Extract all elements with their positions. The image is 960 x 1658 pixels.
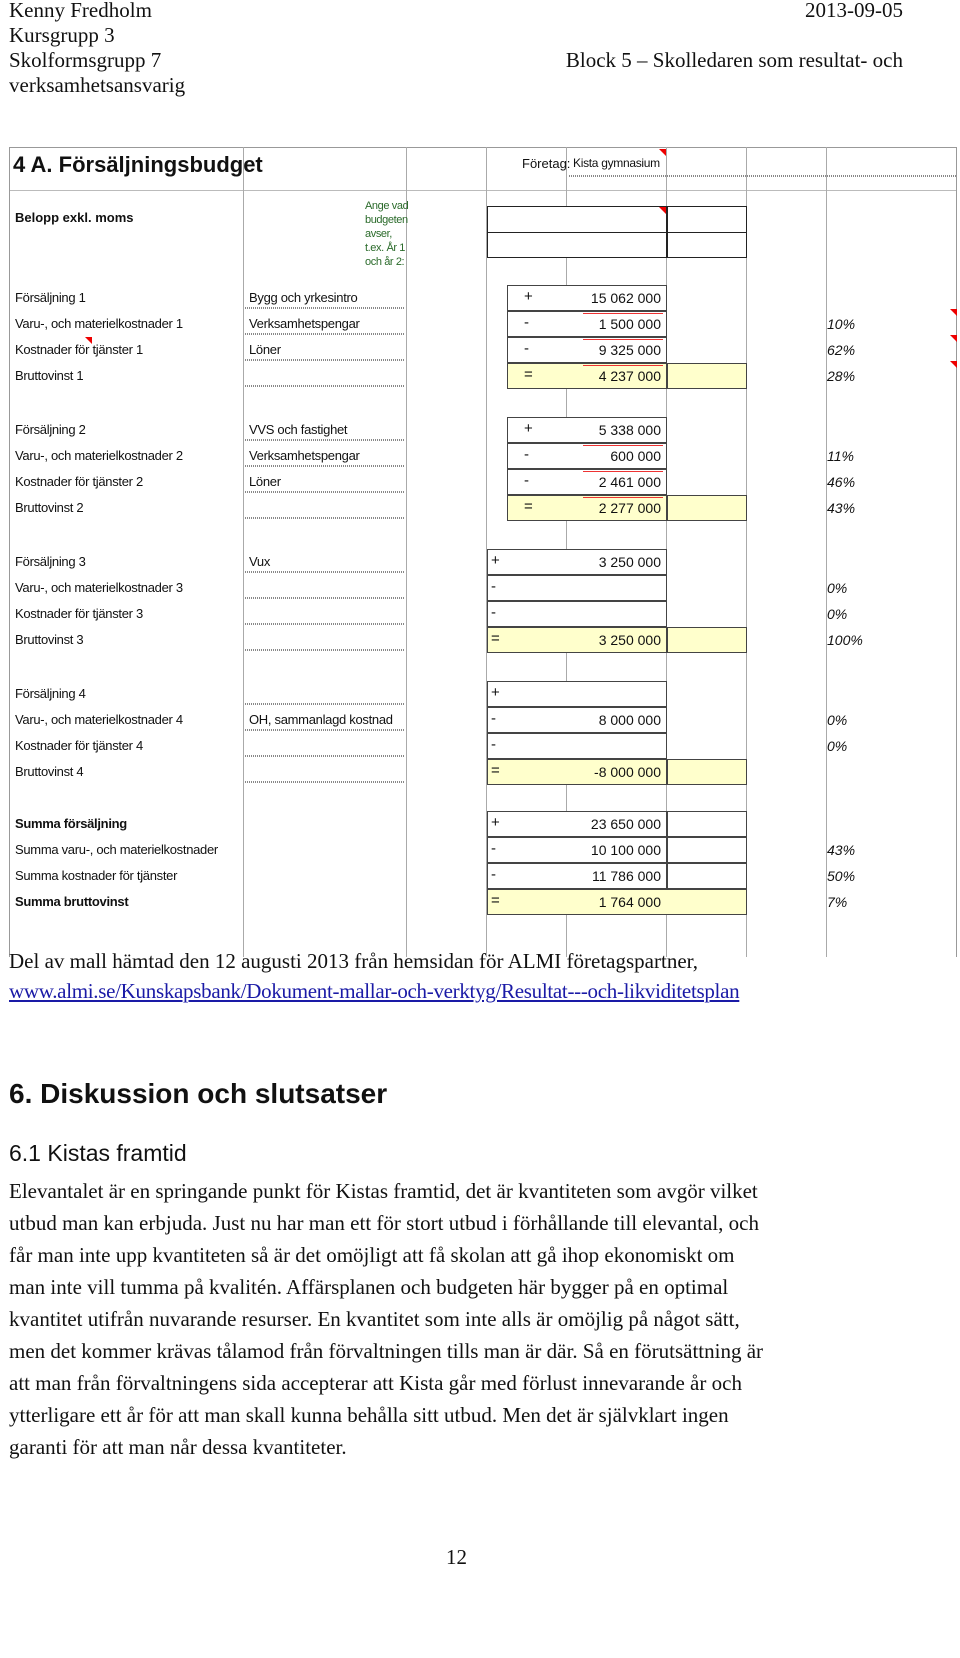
- row-percent: 10%: [827, 316, 856, 332]
- row-operator: =: [491, 630, 500, 647]
- cell-accent-line: [583, 497, 663, 498]
- source-link[interactable]: www.almi.se/Kunskapsbank/Dokument-mallar-och-verktyg/Resultat---och-likviditetsplan: [9, 979, 740, 1003]
- description-underline: [245, 385, 405, 387]
- row-label: Försäljning 3: [15, 554, 86, 569]
- row-description[interactable]: Löner: [249, 474, 281, 489]
- cell-accent-line: [583, 339, 663, 340]
- row-percent: 46%: [827, 474, 856, 490]
- description-underline: [245, 465, 405, 467]
- paragraph-line: men det kommer krävas tålamod från förvaltningen tills man är där. Så en förutsättning är: [9, 1339, 764, 1363]
- company-field-underline: [569, 175, 957, 177]
- cell-accent-line: [583, 313, 663, 314]
- description-underline: [245, 729, 405, 731]
- row-value-box-ext: [667, 863, 747, 889]
- row-operator: -: [491, 840, 496, 857]
- cell-accent-line: [583, 365, 663, 366]
- header-role: verksamhetsansvarig: [9, 73, 186, 97]
- row-percent: 0%: [827, 580, 848, 596]
- row-label: Summa varu-, och materielkostnader: [15, 842, 218, 857]
- row-label: Bruttovinst 4: [15, 764, 84, 779]
- row-value: -8 000 000: [594, 764, 661, 780]
- cell-accent-line: [583, 471, 663, 472]
- row-value: 600 000: [610, 448, 661, 464]
- row-label: Försäljning 1: [15, 290, 86, 305]
- row-label: Kostnader för tjänster 4: [15, 738, 143, 753]
- row-operator: -: [491, 736, 496, 753]
- row-operator: -: [491, 866, 496, 883]
- row-operator: +: [524, 420, 533, 437]
- row-value: 9 325 000: [598, 342, 661, 358]
- row-value-box-ext: [667, 363, 747, 389]
- period-input-divider: [487, 232, 667, 233]
- grid-line: [956, 147, 957, 957]
- row-value: 11 786 000: [591, 868, 661, 884]
- row-description[interactable]: OH, sammanlagd kostnad: [249, 712, 393, 727]
- paragraph-line: kvantitet utifrån nuvarande resurser. En kvantitet som inte alls är omöjlig på något sätt,: [9, 1307, 740, 1331]
- row-description[interactable]: Verksamhetspengar: [249, 448, 360, 463]
- row-label: Summa försäljning: [15, 816, 127, 831]
- row-value-box[interactable]: [487, 733, 667, 759]
- row-label: Bruttovinst 2: [15, 500, 84, 515]
- row-percent: 7%: [827, 894, 848, 910]
- description-underline: [245, 649, 405, 651]
- row-percent: 50%: [827, 868, 856, 884]
- description-underline: [245, 597, 405, 599]
- row-operator: -: [491, 710, 496, 727]
- row-description[interactable]: Bygg och yrkesintro: [249, 290, 358, 305]
- row-operator: -: [524, 340, 529, 357]
- row-value: 4 237 000: [598, 368, 661, 384]
- row-label: Kostnader för tjänster 3: [15, 606, 143, 621]
- row-label: Bruttovinst 1: [15, 368, 84, 383]
- section-heading: 6. Diskussion och slutsatser: [9, 1078, 388, 1109]
- comment-marker: [85, 337, 92, 344]
- row-value-box[interactable]: [487, 681, 667, 707]
- row-percent: 43%: [827, 842, 856, 858]
- row-label: Bruttovinst 3: [15, 632, 84, 647]
- row-value: 2 461 000: [598, 474, 661, 490]
- row-value: 10 100 000: [590, 842, 661, 858]
- header-course-group: Kursgrupp 3: [9, 23, 115, 47]
- amount-label: Belopp exkl. moms: [15, 210, 134, 225]
- row-operator: =: [491, 892, 500, 909]
- description-underline: [245, 571, 405, 573]
- paragraph-line: att man från förvaltningens sida accepterar att Kista går med förlust innevarande år och: [9, 1371, 742, 1395]
- grid-line: [9, 147, 10, 957]
- row-value-box-ext: [667, 811, 747, 837]
- description-underline: [245, 781, 405, 783]
- row-percent: 28%: [827, 368, 856, 384]
- row-label: Försäljning 4: [15, 686, 86, 701]
- grid-line: [826, 147, 827, 957]
- row-description[interactable]: VVS och fastighet: [249, 422, 348, 437]
- company-label: Företag:: [522, 156, 571, 171]
- row-description[interactable]: Vux: [249, 554, 271, 569]
- row-percent: 100%: [827, 632, 863, 648]
- header-date: 2013-09-05: [805, 0, 903, 22]
- row-value: 23 650 000: [590, 816, 661, 832]
- company-value[interactable]: Kista gymnasium: [573, 156, 660, 170]
- row-operator: -: [491, 578, 496, 595]
- row-percent: 0%: [827, 738, 848, 754]
- row-value: 1 500 000: [598, 316, 661, 332]
- row-value: 3 250 000: [598, 632, 661, 648]
- row-operator: -: [524, 314, 529, 331]
- row-label: Varu-, och materielkostnader 3: [15, 580, 183, 595]
- period-input-divider: [667, 232, 747, 233]
- grid-line: [9, 147, 957, 148]
- source-text: Del av mall hämtad den 12 augusti 2013 från hemsidan för ALMI företagspartner,: [9, 949, 699, 973]
- paragraph-line: man inte vill tumma på kvalitén. Affärsplanen och budgeten här bygger på en optimal: [9, 1275, 729, 1299]
- row-operator: =: [491, 762, 500, 779]
- paragraph-line: får man inte upp kvantiteten så är det omöjligt att få skolan att gå ihop ekonomiskt om: [9, 1243, 735, 1267]
- description-underline: [245, 703, 405, 705]
- row-operator: -: [491, 604, 496, 621]
- comment-marker: [950, 361, 957, 368]
- row-operator: +: [491, 552, 500, 569]
- row-value: 1 764 000: [598, 894, 661, 910]
- paragraph-line: Elevantalet är en springande punkt för Kistas framtid, det är kvantiteten som avgör vilket: [9, 1179, 758, 1203]
- description-underline: [245, 333, 405, 335]
- row-label: Varu-, och materielkostnader 2: [15, 448, 183, 463]
- row-operator: +: [491, 684, 500, 701]
- row-percent: 11%: [827, 448, 854, 464]
- row-operator: =: [524, 366, 533, 383]
- period-note: Ange vad budgeten avser, t.ex. År 1 och år 2:: [365, 200, 409, 268]
- row-operator: +: [491, 814, 500, 831]
- row-label: Försäljning 2: [15, 422, 86, 437]
- row-label: Summa kostnader för tjänster: [15, 868, 178, 883]
- row-value: 15 062 000: [590, 290, 661, 306]
- row-value-box[interactable]: [487, 601, 667, 627]
- row-label: Varu-, och materielkostnader 1: [15, 316, 183, 331]
- header-author: Kenny Fredholm: [9, 0, 152, 22]
- row-value: 8 000 000: [598, 712, 661, 728]
- section-body: [9, 1175, 949, 1463]
- comment-marker: [950, 309, 957, 316]
- row-description[interactable]: Löner: [249, 342, 281, 357]
- header-block-title: Block 5 – Skolledaren som resultat- och: [565, 48, 903, 72]
- row-value: 5 338 000: [598, 422, 661, 438]
- row-value-box-ext: [667, 627, 747, 653]
- page-number: 12: [446, 1545, 467, 1569]
- description-underline: [245, 439, 405, 441]
- paragraph-line: utbud man kan erbjuda. Just nu har man ett för stort utbud i förhållande till elevantal, och: [9, 1211, 759, 1235]
- grid-line: [243, 147, 244, 957]
- row-value-box-ext: [667, 837, 747, 863]
- paragraph-line: ytterligare ett år för att man skall kunna behålla sitt utbud. Men det är självklart ingen: [9, 1403, 729, 1427]
- row-value-box-ext: [667, 495, 747, 521]
- row-label: Varu-, och materielkostnader 4: [15, 712, 183, 727]
- comment-marker: [950, 335, 957, 342]
- comment-marker: [659, 149, 666, 156]
- grid-line: [9, 190, 957, 191]
- row-percent: 0%: [827, 712, 848, 728]
- row-value: 2 277 000: [598, 500, 661, 516]
- row-percent: 62%: [827, 342, 856, 358]
- description-underline: [245, 359, 405, 361]
- paragraph-line: garanti för att man når dessa kvantiteter.: [9, 1435, 347, 1459]
- row-percent: 43%: [827, 500, 856, 516]
- row-operator: -: [524, 446, 529, 463]
- cell-accent-line: [583, 445, 663, 446]
- header-school-group: Skolformsgrupp 7: [9, 48, 162, 72]
- row-label: Summa bruttovinst: [15, 894, 129, 909]
- row-label: Kostnader för tjänster 1: [15, 342, 143, 357]
- description-underline: [245, 755, 405, 757]
- section-subheading: 6.1 Kistas framtid: [9, 1140, 187, 1166]
- row-percent: 0%: [827, 606, 848, 622]
- description-underline: [245, 517, 405, 519]
- description-underline: [245, 307, 405, 309]
- row-value-box-ext: [667, 759, 747, 785]
- row-value-box[interactable]: [487, 575, 667, 601]
- sales-budget-sheet: [9, 152, 957, 965]
- comment-marker: [659, 207, 666, 214]
- row-operator: +: [524, 288, 533, 305]
- row-description[interactable]: Verksamhetspengar: [249, 316, 360, 331]
- row-operator: -: [524, 472, 529, 489]
- row-operator: =: [524, 498, 533, 515]
- description-underline: [245, 623, 405, 625]
- row-value: 3 250 000: [598, 554, 661, 570]
- row-label: Kostnader för tjänster 2: [15, 474, 143, 489]
- description-underline: [245, 491, 405, 493]
- sheet-title: 4 A. Försäljningsbudget: [13, 152, 263, 177]
